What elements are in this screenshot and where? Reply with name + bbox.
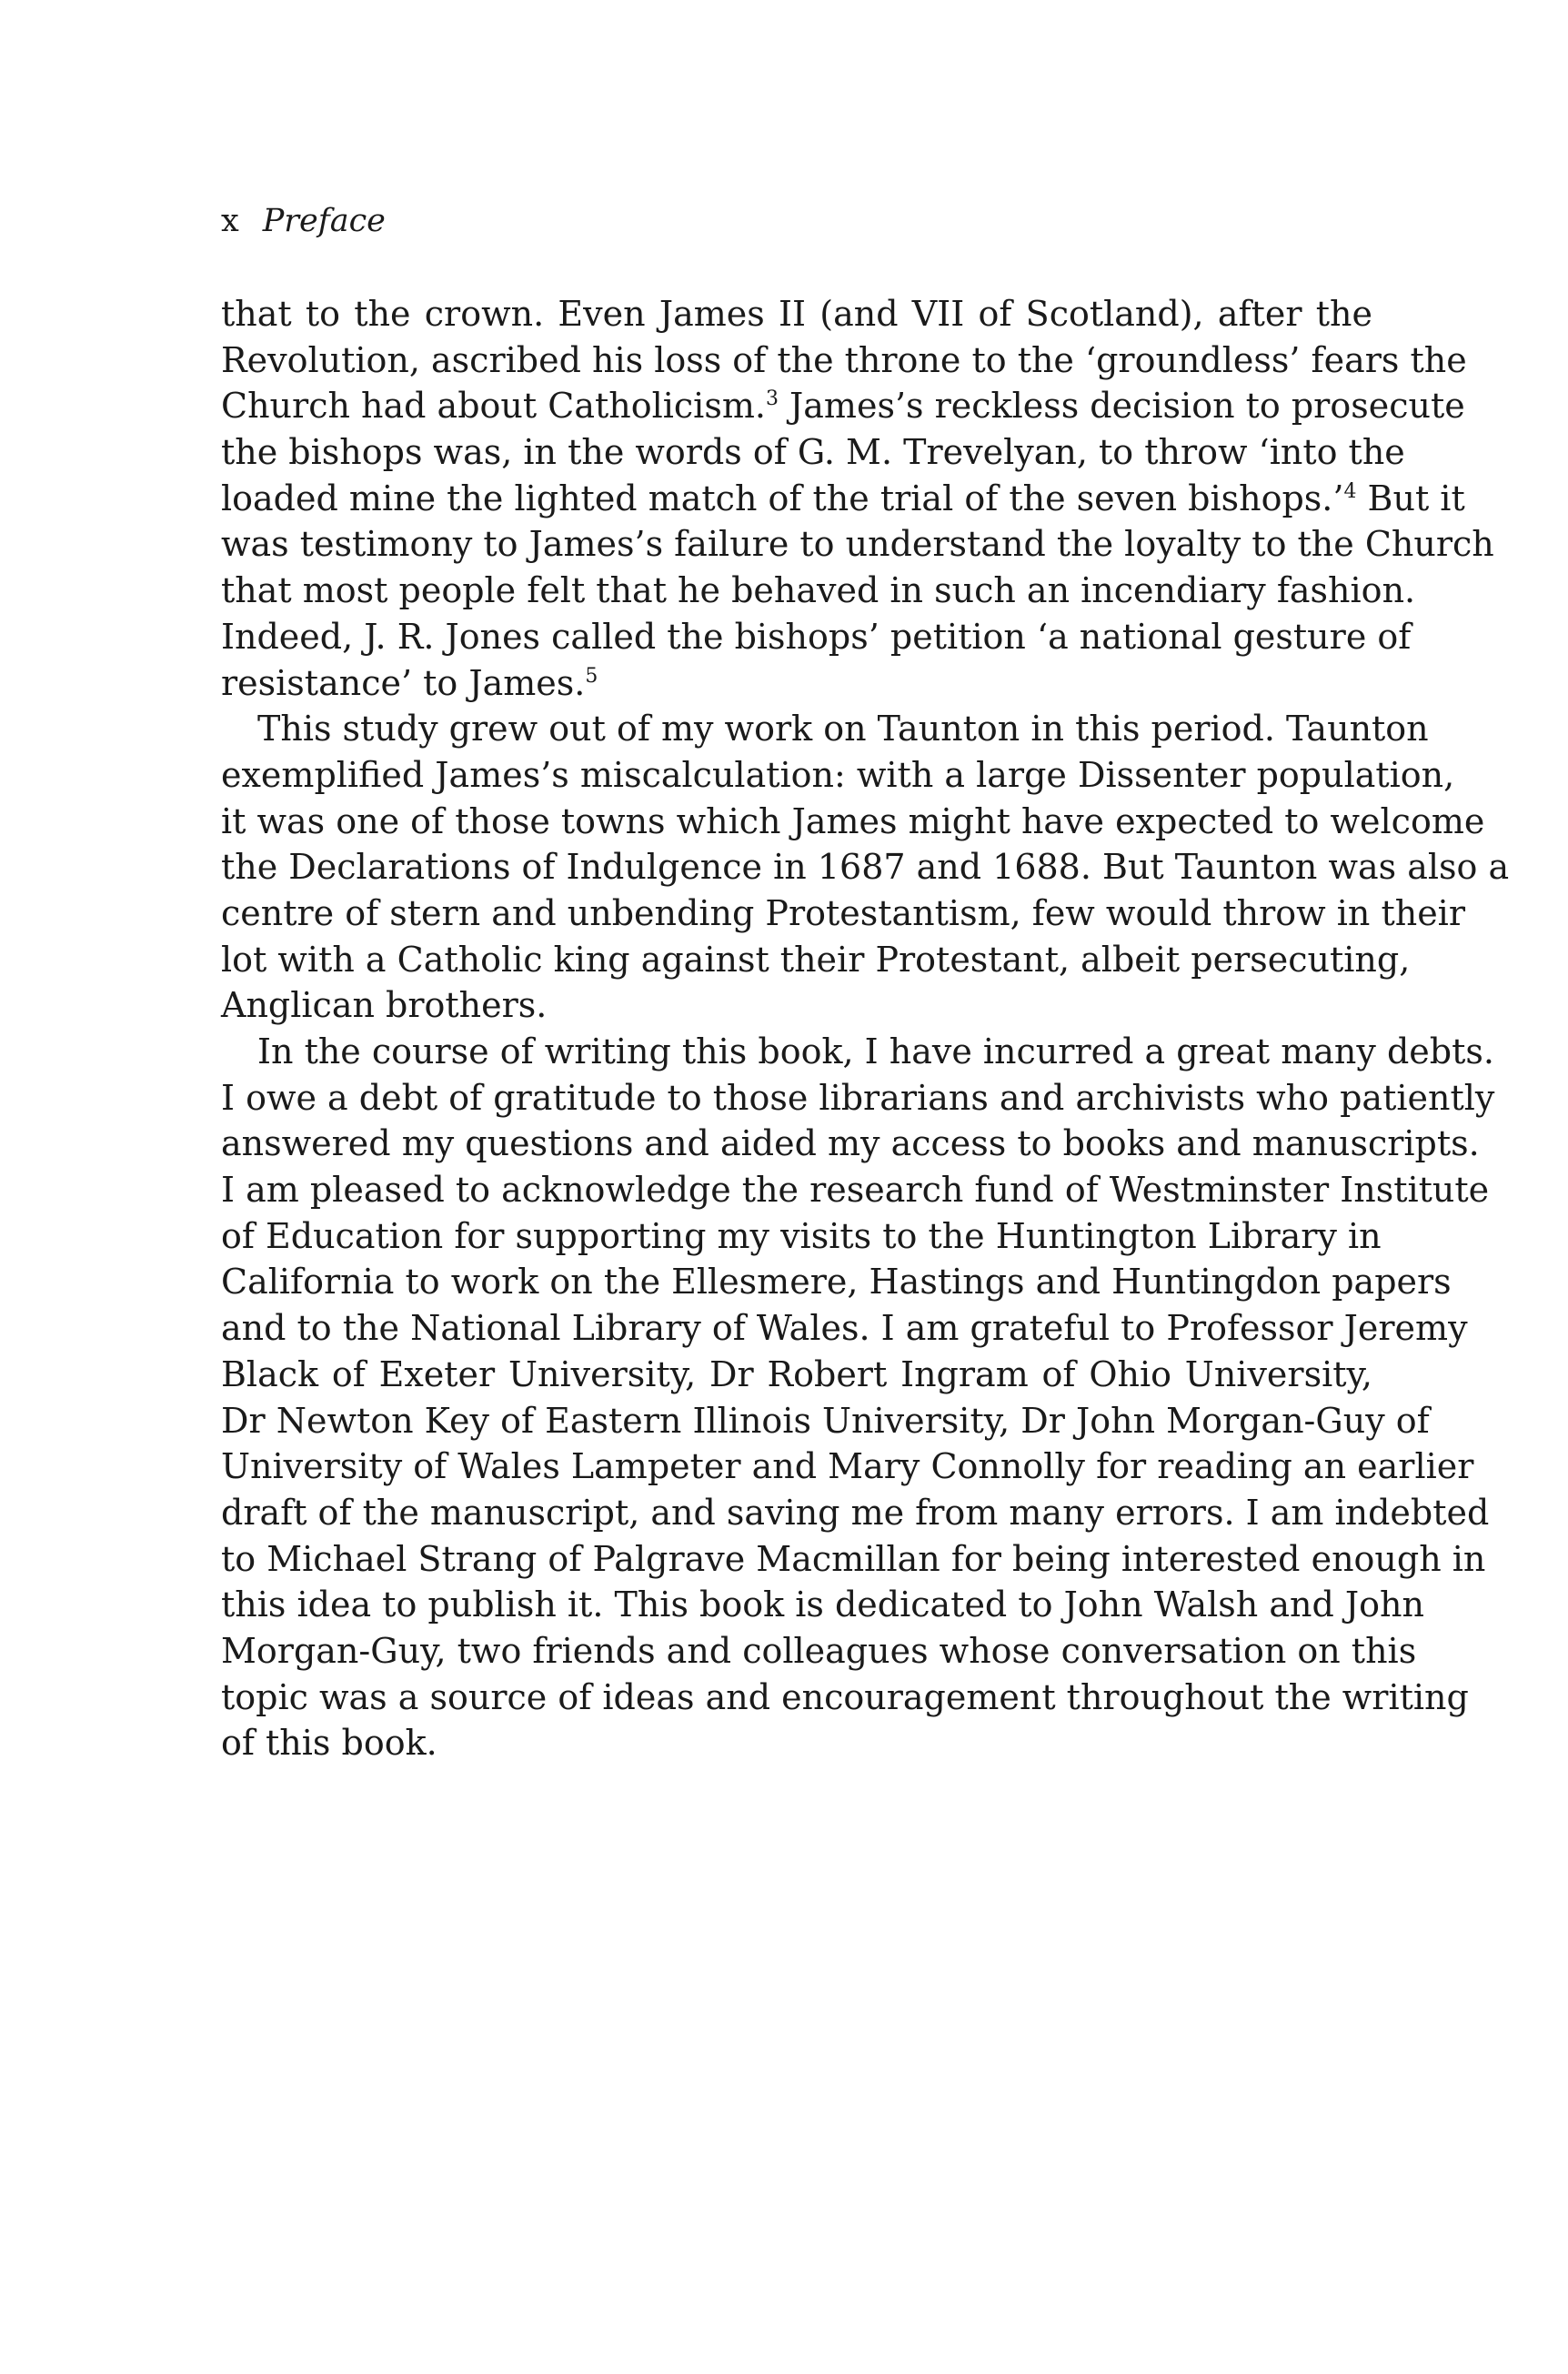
text-line: Dr Newton Key of Eastern Illinois University, Dr John Morgan-Guy of (221, 1400, 1430, 1441)
text-line: exemplified James’s miscalculation: with a large Dissenter population, (221, 754, 1455, 795)
text-line: Indeed, J. R. Jones called the bishops’ petition ‘a national gesture of (221, 616, 1412, 657)
text-line: I owe a debt of gratitude to those librarians and archivists who patiently (221, 1077, 1495, 1118)
body-text (221, 291, 1510, 1766)
text-line: this idea to publish it. This book is dedicated to John Walsh and John (221, 1584, 1424, 1625)
text-line: of Education for supporting my visits to the Huntington Library in (221, 1215, 1382, 1256)
text-line: that to the crown. Even James II (and VII of Scotland), after the (221, 294, 1372, 334)
text-line: lot with a Catholic king against their Protestant, albeit persecuting, (221, 939, 1411, 980)
text-line: that most people felt that he behaved in such an incendiary fashion. (221, 570, 1416, 611)
text-line: and to the National Library of Wales. I am grateful to Professor Jeremy (221, 1308, 1468, 1349)
text-line: Church had about Catholicism.$^3$ James’s reckless decision to prosecute (221, 386, 1465, 427)
text-line: centre of stern and unbending Protestantism, few would throw in their (221, 892, 1465, 933)
page-number: x (221, 203, 239, 239)
text-line: the bishops was, in the words of G. M. Trevelyan, to throw ‘into the (221, 432, 1405, 473)
text-line: was testimony to James’s failure to understand the loyalty to the Church (221, 524, 1494, 565)
text-line: to Michael Strang of Palgrave Macmillan for being interested enough in (221, 1538, 1486, 1579)
paragraph (221, 291, 1494, 706)
text-line: it was one of those towns which James might have expected to welcome (221, 800, 1485, 841)
text-line: This study grew out of my work on Taunton in this period. Taunton (257, 709, 1429, 749)
text-line: Revolution, ascribed his loss of the throne to the ‘groundless’ fears the (221, 339, 1467, 380)
text-line: University of Wales Lampeter and Mary Connolly for reading an earlier (221, 1446, 1474, 1487)
text-line: loaded mine the lighted match of the trial of the seven bishops.’$^4$ But it (221, 478, 1465, 518)
text-line: California to work on the Ellesmere, Hastings and Huntingdon papers (221, 1262, 1452, 1303)
text-line: topic was a source of ideas and encouragement throughout the writing (221, 1676, 1469, 1717)
footnote-ref: 3 (765, 387, 779, 411)
text-line: Morgan-Guy, two friends and colleagues whose conversation on this (221, 1630, 1417, 1671)
paragraph (221, 706, 1510, 1029)
text-line: resistance’ to James.$^5$ (221, 662, 598, 703)
running-head (221, 198, 386, 244)
text-line: draft of the manuscript, and saving me from many errors. I am indebted (221, 1492, 1490, 1533)
footnote-ref: 5 (585, 664, 598, 688)
text-line: Black of Exeter University, Dr Robert Ingram of Ohio University, (221, 1353, 1372, 1394)
section-title: Preface (262, 203, 386, 239)
text-line: the Declarations of Indulgence in 1687 and 1688. But Taunton was also a (221, 847, 1510, 888)
text-line: of this book. (221, 1723, 437, 1764)
text-line: In the course of writing this book, I have incurred a great many debts. (257, 1031, 1494, 1071)
text-line: Anglican brothers. (221, 985, 548, 1026)
footnote-ref: 4 (1343, 479, 1357, 503)
text-line: answered my questions and aided my access to books and manuscripts. (221, 1123, 1480, 1164)
text-line: I am pleased to acknowledge the research fund of Westminster Institute (221, 1170, 1490, 1211)
paragraph (221, 1029, 1495, 1766)
